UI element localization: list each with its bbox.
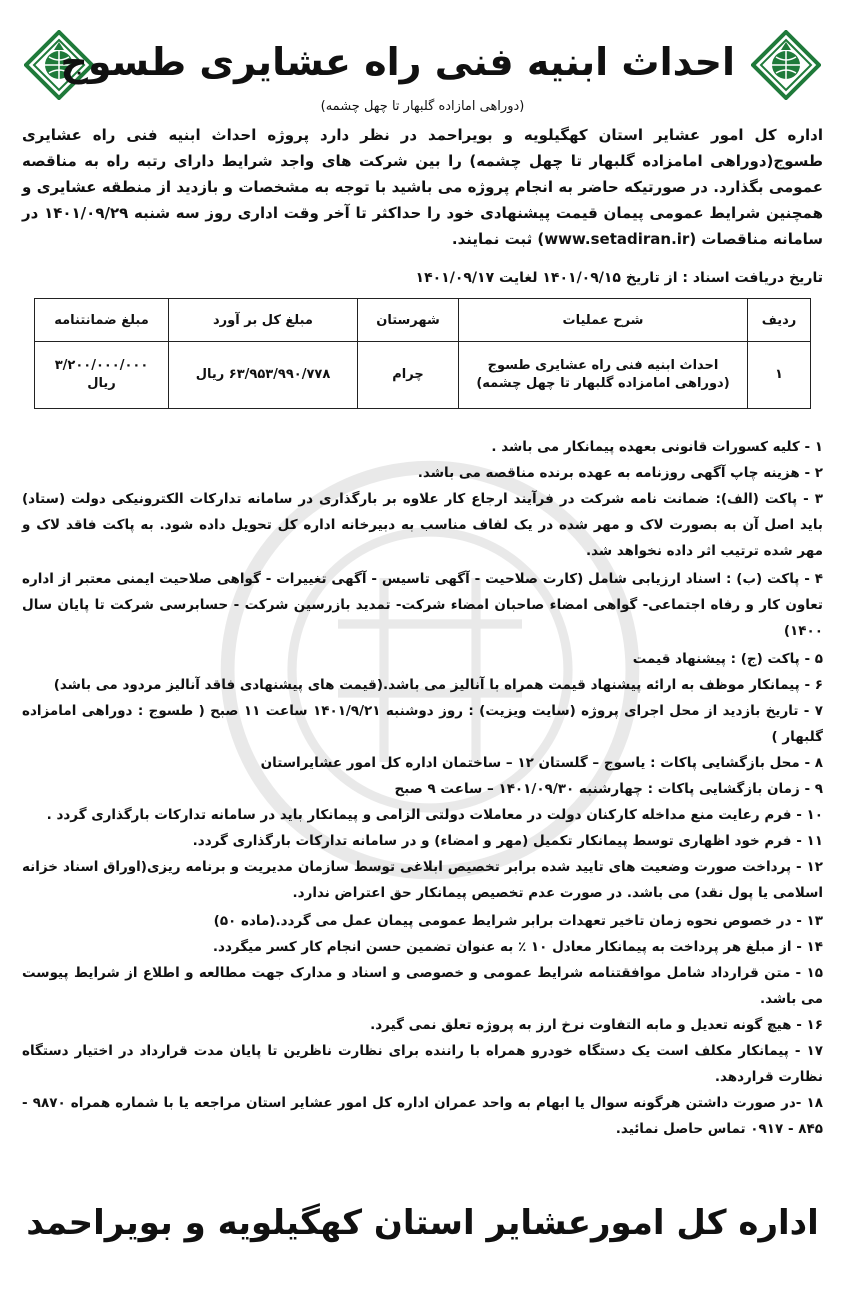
list-item: ۶ - پیمانکار موظف به ارائه پیشنهاد قیمت همراه با آنالیز می باشد.(قیمت های پیشنهادی فاقد آنالیز مردود می باشد) — [53, 677, 823, 693]
list-item: ۱۰ - فرم رعایت منع مداخله کارکنان دولت در معاملات دولتی الزامی و پیمانکار باید در سامانه تدارکات بارگذاری گردد . — [46, 807, 823, 823]
page-title: احداث ابنیه فنی راه عشایری طسوج — [60, 40, 735, 84]
logo-right — [751, 30, 821, 100]
list-item: ۷ - تاریخ بازدید از محل اجرای پروژه (سایت ویزیت) : روز دوشنبه ۱۴۰۱/۹/۲۱ ساعت ۱۱ صبح ( طسوج : دوراهی امامزاده گلبهار ) — [22, 703, 823, 745]
list-item: ۱۱ - فرم خود اظهاری توسط پیمانکار تکمیل (مهر و امضاء) و در سامانه تدارکات بارگذاری گردد. — [192, 833, 823, 849]
col-guarantee-header: مبلغ ضمانتنامه — [35, 299, 169, 342]
list-item: ۱۲ - پرداخت صورت وضعیت های تایید شده برابر تخصیص ابلاغی توسط سازمان مدیریت و برنامه ریزی(اوراق اسناد خزانه اسلامی یا پول نقد) می باشد. در صورت عدم تخصیص پیمانکار حق اعتراض ندارد. — [22, 859, 823, 901]
list-item: ۲ - هزینه چاپ آگهی روزنامه به عهده برنده مناقصه می باشد. — [417, 465, 823, 481]
list-item: ۵ - پاکت (ج) : پیشنهاد قیمت — [632, 651, 823, 667]
row-description — [459, 342, 748, 409]
document-dates: تاریخ دریافت اسناد : از تاریخ ۱۴۰۱/۰۹/۱۵ لغایت ۱۴۰۱/۰۹/۱۷ — [415, 270, 823, 286]
row-estimate: ۶۳/۹۵۳/۹۹۰/۷۷۸ ریال — [169, 342, 358, 409]
list-item: ۱۴ - از مبلغ هر پرداخت به پیمانکار معادل ۱۰ ٪ به عنوان تضمین حسن انجام کار کسر میگردد. — [212, 939, 823, 955]
row-city: چرام — [358, 342, 459, 409]
list-item: ۱۵ - متن قرارداد شامل موافقتنامه شرایط عمومی و خصوصی و اسناد و مدارک جهت مطالعه و اطلاع از شرایط پیوست می باشد. — [22, 965, 823, 1007]
tender-table — [34, 298, 811, 409]
list-item: ۴ - پاکت (ب) : اسناد ارزیابی شامل (کارت صلاحیت - آگهی تاسیس - آگهی تغییرات - گواهی صلاحیت ایمنی معتبر از اداره تعاون کار و رفاه اجتماعی- گواهی امضاء صاحبان امضاء شرکت- تمدید بازرسین شرکت - حسابرسی شرکت تا پایان سال ۱۴۰۰) — [22, 571, 823, 639]
list-item: ۱۷ - پیمانکار مکلف است یک دستگاه خودرو همراه با راننده برای نظارت ناظرین تا پایان مدت قرارداد در اختیار دستگاه نظارت قراردهد. — [22, 1043, 823, 1085]
list-item: ۱۸ -در صورت داشتن هرگونه سوال یا ابهام به واحد عمران اداره کل امور عشایر استان مراجعه یا با شماره همراه ۹۸۷۰ - ۸۴۵ - ۰۹۱۷ تماس حاصل نمائید. — [22, 1095, 823, 1137]
list-item: ۳ - پاکت (الف): ضمانت نامه شرکت در فرآیند ارجاع کار علاوه بر بارگذاری در سامانه تدارکات الکترونیکی دولت (ستاد) باید اصل آن به بصورت لاک و مهر شده در یک لفاف مناسب به دبیرخانه اداره کل تحویل داده شود. به پاکت فاقد لاک و مهر شده ترتیب اثر داده نخواهد شد. — [22, 491, 823, 559]
row-index: ۱ — [748, 342, 811, 409]
page-subtitle: (دوراهی امازاده گلبهار تا چهل چشمه) — [320, 99, 525, 114]
conditions-list — [22, 434, 823, 1144]
row-guarantee: ۳/۲۰۰/۰۰۰/۰۰۰ ریال — [35, 342, 169, 409]
list-item: ۹ - زمان بازگشایی پاکات : چهارشنبه ۱۴۰۱/۰۹/۳۰ – ساعت ۹ صبح — [394, 781, 823, 797]
list-item: ۸ - محل بازگشایی پاکات : یاسوج – گلستان ۱۲ – ساختمان اداره کل امور عشایراستان — [260, 755, 823, 771]
list-item: ۱ - کلیه کسورات قانونی بعهده پیمانکار می باشد . — [491, 439, 823, 455]
col-estimate-header: مبلغ کل بر آورد — [169, 299, 358, 342]
table-row — [35, 342, 811, 409]
globe-emblem-icon — [751, 30, 821, 100]
col-index-header: ردیف — [748, 299, 811, 342]
intro-paragraph: اداره کل امور عشایر استان کهگیلویه و بویراحمد در نظر دارد پروژه احداث ابنیه فنی راه عشایری طسوج(دوراهی امامزاده گلبهار تا چهل چشمه) را بین شرکت های واجد شرایط دارای رتبه راه به مناقصه عمومی بگذارد. در صورتیکه حاضر به انجام پروژه می باشید با توجه به مشخصات و بازدید از منطقه عشایری و همچنین شرایط عمومی پیمان قیمت پیشنهادی خود را حداکثر تا آخر وقت اداری روز سه شنبه ۱۴۰۱/۰۹/۲۹ در سامانه مناقصات (www.setadiran.ir) ثبت نمایند. — [22, 126, 824, 248]
table-header-row — [35, 299, 811, 342]
row-description-line1: احداث ابنیه فنی راه عشایری طسوج — [487, 358, 719, 373]
list-item: ۱۳ - در خصوص نحوه زمان تاخیر تعهدات برابر شرایط عمومی پیمان عمل می گردد.(ماده ۵۰) — [213, 913, 823, 929]
footer-organization: اداره کل امورعشایر استان کهگیلویه و بویراحمد — [26, 1203, 819, 1243]
col-description-header: شرح عملیات — [459, 299, 748, 342]
row-description-line2: (دوراهی امامزاده گلبهار تا چهل چشمه) — [476, 376, 730, 391]
list-item: ۱۶ - هیچ گونه تعدیل و مابه التفاوت نرخ ارز به پروژه تعلق نمی گیرد. — [370, 1017, 823, 1033]
col-city-header: شهرستان — [358, 299, 459, 342]
